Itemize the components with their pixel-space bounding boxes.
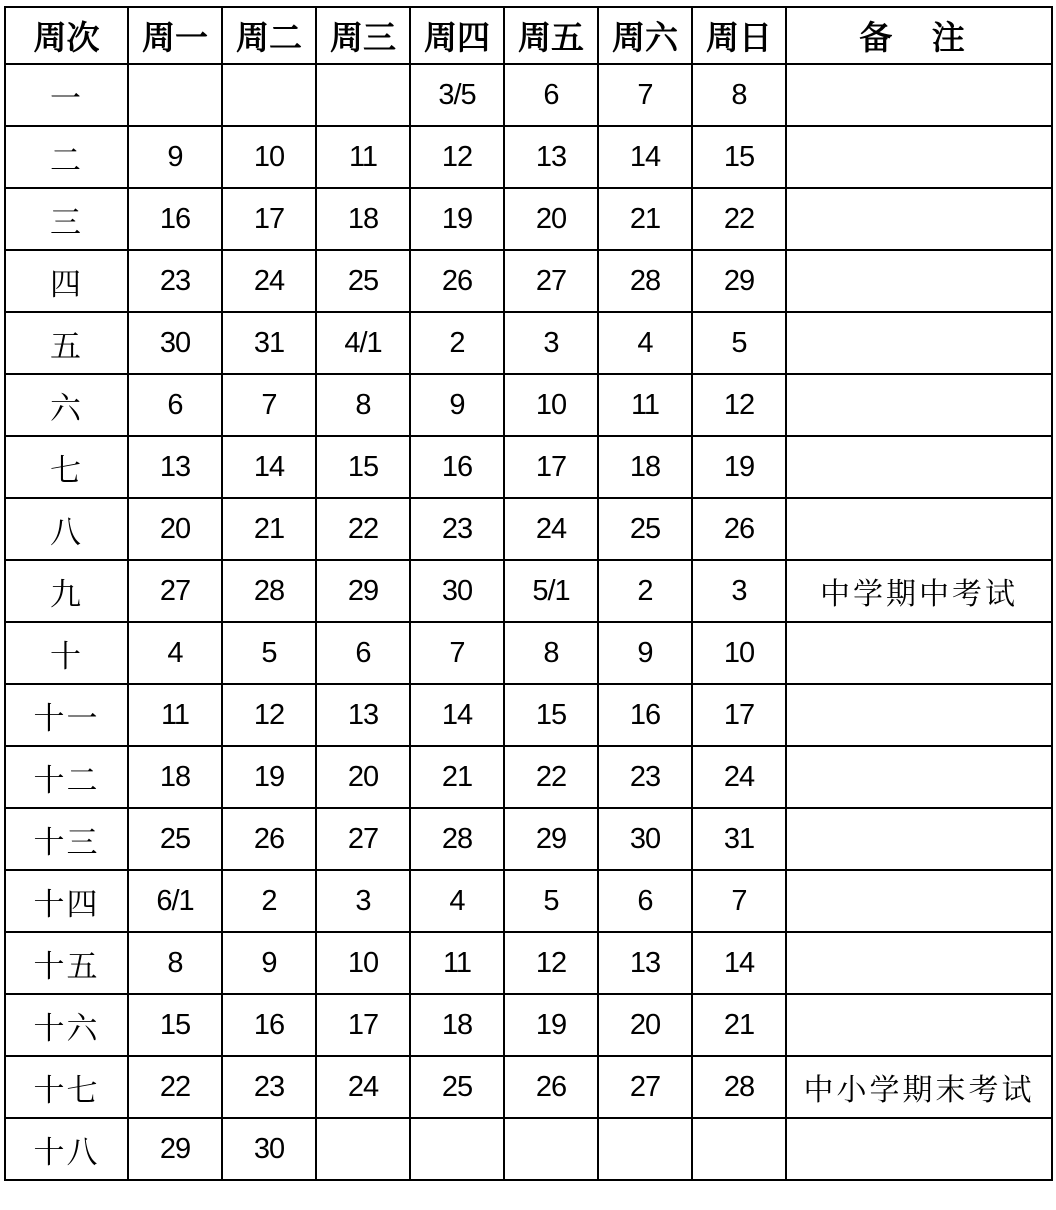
date-cell: 30 — [598, 808, 692, 870]
week-number-cell: 十三 — [5, 808, 128, 870]
table-row — [5, 808, 1052, 870]
date-cell: 23 — [128, 250, 222, 312]
date-cell: 12 — [504, 932, 598, 994]
date-cell: 8 — [316, 374, 410, 436]
date-cell: 25 — [128, 808, 222, 870]
header-sunday: 周日 — [692, 7, 786, 64]
table-row — [5, 1056, 1052, 1118]
note-cell — [786, 994, 1052, 1056]
date-cell: 4 — [598, 312, 692, 374]
date-cell: 22 — [316, 498, 410, 560]
note-cell — [786, 498, 1052, 560]
note-cell — [786, 64, 1052, 126]
date-cell: 11 — [598, 374, 692, 436]
date-cell: 21 — [598, 188, 692, 250]
date-cell: 31 — [692, 808, 786, 870]
date-cell: 18 — [316, 188, 410, 250]
header-wednesday: 周三 — [316, 7, 410, 64]
date-cell: 10 — [316, 932, 410, 994]
date-cell: 30 — [410, 560, 504, 622]
date-cell: 25 — [316, 250, 410, 312]
date-cell: 9 — [410, 374, 504, 436]
date-cell: 28 — [692, 1056, 786, 1118]
date-cell: 6/1 — [128, 870, 222, 932]
date-cell: 7 — [410, 622, 504, 684]
week-number-cell: 十二 — [5, 746, 128, 808]
date-cell: 25 — [598, 498, 692, 560]
date-cell: 18 — [410, 994, 504, 1056]
date-cell: 19 — [410, 188, 504, 250]
table-row — [5, 498, 1052, 560]
week-number-cell: 十六 — [5, 994, 128, 1056]
table-row — [5, 994, 1052, 1056]
date-cell: 29 — [504, 808, 598, 870]
header-row — [5, 7, 1052, 64]
date-cell: 7 — [598, 64, 692, 126]
date-cell: 15 — [504, 684, 598, 746]
date-cell: 29 — [128, 1118, 222, 1180]
date-cell: 2 — [410, 312, 504, 374]
date-cell: 3/5 — [410, 64, 504, 126]
header-thursday: 周四 — [410, 7, 504, 64]
date-cell: 17 — [316, 994, 410, 1056]
note-cell — [786, 746, 1052, 808]
date-cell: 19 — [222, 746, 316, 808]
date-cell: 21 — [692, 994, 786, 1056]
date-cell: 13 — [128, 436, 222, 498]
table-row — [5, 64, 1052, 126]
date-cell: 27 — [598, 1056, 692, 1118]
date-cell: 18 — [598, 436, 692, 498]
date-cell: 21 — [222, 498, 316, 560]
date-cell: 9 — [598, 622, 692, 684]
date-cell: 8 — [692, 64, 786, 126]
table-row — [5, 312, 1052, 374]
note-cell — [786, 870, 1052, 932]
date-cell: 5/1 — [504, 560, 598, 622]
note-cell — [786, 188, 1052, 250]
week-number-cell: 十 — [5, 622, 128, 684]
date-cell: 10 — [692, 622, 786, 684]
note-cell — [786, 622, 1052, 684]
date-cell: 24 — [316, 1056, 410, 1118]
date-cell: 4 — [410, 870, 504, 932]
date-cell: 5 — [692, 312, 786, 374]
date-cell: 15 — [692, 126, 786, 188]
date-cell: 19 — [692, 436, 786, 498]
date-cell: 12 — [222, 684, 316, 746]
date-cell — [598, 1118, 692, 1180]
date-cell — [316, 64, 410, 126]
week-number-cell: 十七 — [5, 1056, 128, 1118]
date-cell: 12 — [692, 374, 786, 436]
date-cell: 7 — [692, 870, 786, 932]
note-cell — [786, 312, 1052, 374]
header-notes: 备 注 — [786, 7, 1052, 64]
date-cell: 11 — [128, 684, 222, 746]
table-row — [5, 250, 1052, 312]
date-cell: 28 — [410, 808, 504, 870]
date-cell: 11 — [410, 932, 504, 994]
date-cell: 15 — [316, 436, 410, 498]
note-cell — [786, 808, 1052, 870]
table-row — [5, 622, 1052, 684]
date-cell: 24 — [692, 746, 786, 808]
date-cell: 16 — [128, 188, 222, 250]
header-saturday: 周六 — [598, 7, 692, 64]
week-number-cell: 三 — [5, 188, 128, 250]
date-cell: 23 — [410, 498, 504, 560]
date-cell: 11 — [316, 126, 410, 188]
date-cell: 2 — [598, 560, 692, 622]
date-cell: 14 — [410, 684, 504, 746]
date-cell — [410, 1118, 504, 1180]
date-cell: 13 — [504, 126, 598, 188]
date-cell: 10 — [504, 374, 598, 436]
date-cell: 4/1 — [316, 312, 410, 374]
week-number-cell: 十四 — [5, 870, 128, 932]
week-number-cell: 一 — [5, 64, 128, 126]
table-row — [5, 1118, 1052, 1180]
date-cell: 13 — [598, 932, 692, 994]
date-cell: 13 — [316, 684, 410, 746]
date-cell: 29 — [316, 560, 410, 622]
date-cell: 19 — [504, 994, 598, 1056]
date-cell: 20 — [504, 188, 598, 250]
date-cell: 26 — [504, 1056, 598, 1118]
table-row — [5, 560, 1052, 622]
table-row — [5, 932, 1052, 994]
week-number-cell: 二 — [5, 126, 128, 188]
week-number-cell: 七 — [5, 436, 128, 498]
date-cell: 16 — [598, 684, 692, 746]
date-cell: 23 — [598, 746, 692, 808]
date-cell: 7 — [222, 374, 316, 436]
week-number-cell: 九 — [5, 560, 128, 622]
semester-calendar-table — [4, 6, 1053, 1181]
date-cell: 22 — [504, 746, 598, 808]
date-cell: 6 — [504, 64, 598, 126]
note-cell — [786, 250, 1052, 312]
date-cell: 22 — [692, 188, 786, 250]
week-number-cell: 十一 — [5, 684, 128, 746]
date-cell: 18 — [128, 746, 222, 808]
date-cell: 3 — [692, 560, 786, 622]
date-cell — [222, 64, 316, 126]
date-cell: 24 — [222, 250, 316, 312]
date-cell: 20 — [316, 746, 410, 808]
table-row — [5, 188, 1052, 250]
date-cell: 4 — [128, 622, 222, 684]
date-cell — [316, 1118, 410, 1180]
date-cell: 5 — [222, 622, 316, 684]
week-number-cell: 四 — [5, 250, 128, 312]
week-number-cell: 八 — [5, 498, 128, 560]
note-cell: 中学期中考试 — [786, 560, 1052, 622]
date-cell: 29 — [692, 250, 786, 312]
date-cell: 20 — [598, 994, 692, 1056]
date-cell: 26 — [222, 808, 316, 870]
table-row — [5, 126, 1052, 188]
date-cell: 8 — [504, 622, 598, 684]
date-cell: 14 — [598, 126, 692, 188]
date-cell: 2 — [222, 870, 316, 932]
date-cell: 24 — [504, 498, 598, 560]
date-cell: 10 — [222, 126, 316, 188]
date-cell: 12 — [410, 126, 504, 188]
date-cell: 17 — [222, 188, 316, 250]
date-cell: 28 — [598, 250, 692, 312]
date-cell: 25 — [410, 1056, 504, 1118]
week-number-cell: 五 — [5, 312, 128, 374]
date-cell: 15 — [128, 994, 222, 1056]
note-cell — [786, 436, 1052, 498]
date-cell — [692, 1118, 786, 1180]
table-row — [5, 374, 1052, 436]
header-monday: 周一 — [128, 7, 222, 64]
note-cell — [786, 374, 1052, 436]
date-cell: 23 — [222, 1056, 316, 1118]
date-cell: 6 — [128, 374, 222, 436]
date-cell: 27 — [504, 250, 598, 312]
date-cell: 9 — [128, 126, 222, 188]
date-cell: 20 — [128, 498, 222, 560]
header-friday: 周五 — [504, 7, 598, 64]
header-tuesday: 周二 — [222, 7, 316, 64]
note-cell — [786, 932, 1052, 994]
date-cell: 27 — [128, 560, 222, 622]
date-cell: 3 — [504, 312, 598, 374]
date-cell: 14 — [222, 436, 316, 498]
table-row — [5, 684, 1052, 746]
week-number-cell: 六 — [5, 374, 128, 436]
date-cell: 26 — [692, 498, 786, 560]
date-cell: 8 — [128, 932, 222, 994]
date-cell: 26 — [410, 250, 504, 312]
note-cell — [786, 1118, 1052, 1180]
date-cell: 30 — [128, 312, 222, 374]
date-cell: 9 — [222, 932, 316, 994]
date-cell: 17 — [504, 436, 598, 498]
date-cell — [504, 1118, 598, 1180]
date-cell: 31 — [222, 312, 316, 374]
date-cell: 21 — [410, 746, 504, 808]
date-cell: 16 — [410, 436, 504, 498]
date-cell: 3 — [316, 870, 410, 932]
date-cell: 5 — [504, 870, 598, 932]
date-cell: 27 — [316, 808, 410, 870]
table-header — [5, 7, 1052, 64]
date-cell: 16 — [222, 994, 316, 1056]
table-body — [5, 64, 1052, 1180]
date-cell: 6 — [316, 622, 410, 684]
date-cell: 30 — [222, 1118, 316, 1180]
note-cell — [786, 126, 1052, 188]
note-cell — [786, 684, 1052, 746]
date-cell: 14 — [692, 932, 786, 994]
table-row — [5, 870, 1052, 932]
date-cell — [128, 64, 222, 126]
header-week: 周次 — [5, 7, 128, 64]
date-cell: 28 — [222, 560, 316, 622]
week-number-cell: 十五 — [5, 932, 128, 994]
note-cell: 中小学期末考试 — [786, 1056, 1052, 1118]
table-row — [5, 436, 1052, 498]
date-cell: 17 — [692, 684, 786, 746]
week-number-cell: 十八 — [5, 1118, 128, 1180]
date-cell: 22 — [128, 1056, 222, 1118]
table-row — [5, 746, 1052, 808]
date-cell: 6 — [598, 870, 692, 932]
